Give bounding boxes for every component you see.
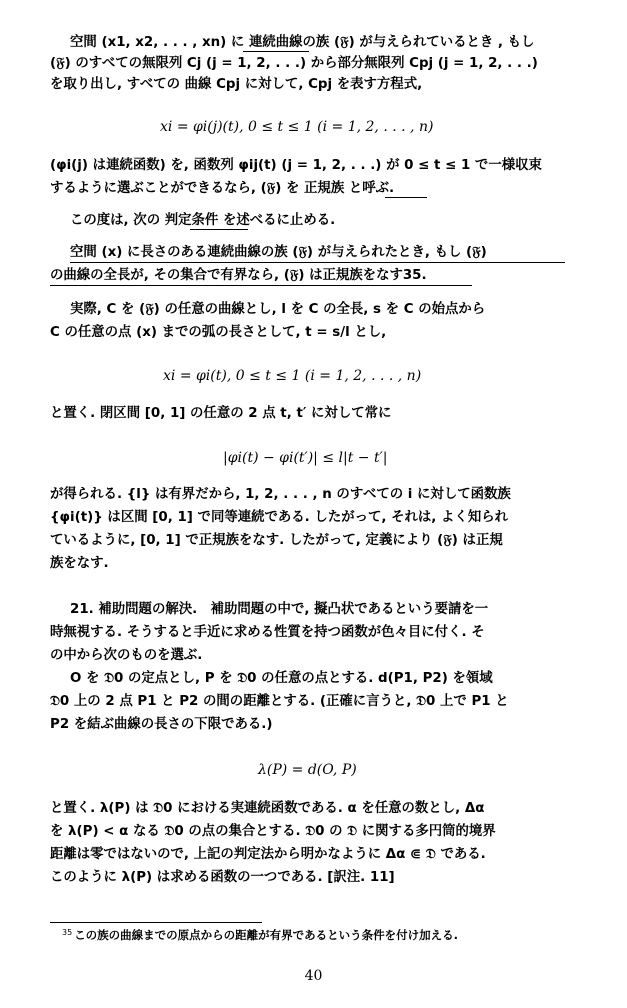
equation-4: λ(P) = d(O, P) bbox=[258, 762, 357, 778]
footnote bbox=[62, 927, 458, 943]
body-line-2: (𝔉) のすべての無限列 Cj (j = 1, 2, . . .) から部分無限列 Cpj (j = 1, 2, . . .) bbox=[50, 56, 538, 71]
footnote-text: この族の曲線までの原点からの距離が有界であるという条件を付け加える. bbox=[74, 928, 459, 942]
body-line-25: このように λ(P) は求める函数の一つである. [訳注. 11] bbox=[50, 870, 395, 885]
equation-3: |φi(t) − φi(t′)| ≤ l|t − t′| bbox=[223, 450, 388, 466]
body-line-11: と置く. 閉区間 [0, 1] の任意の 2 点 t, t′ に対して常に bbox=[50, 406, 392, 421]
body-line-24: 距離は零ではないので, 上記の判定法から明かなように Δα ⋐ 𝔇 である. bbox=[50, 847, 486, 862]
body-line-5: するように選ぶことができるなら, (𝔉) を 正規族 と呼ぶ. bbox=[50, 181, 395, 196]
body-line-19: O を 𝔇0 の定点とし, P を 𝔇0 の任意の点とする. d(P1, P2) を領域 bbox=[70, 671, 493, 686]
body-line-23: を λ(P) < α なる 𝔇0 の点の集合とする. 𝔇0 の 𝔇 に関する多円筒的境界 bbox=[50, 824, 496, 839]
section-heading-line: 21. 補助問題の解決. 補助問題の中で, 擬凸状であるという要請を一 bbox=[70, 602, 489, 617]
underline-criterion bbox=[190, 229, 248, 230]
body-line-18: の中から次のものを選ぶ. bbox=[50, 648, 203, 663]
body-line-4: (φi(j) は連続函数) を, 函数列 φij(t) (j = 1, 2, . . .) が 0 ≤ t ≤ 1 で一様収束 bbox=[50, 158, 542, 173]
body-line-10: C の任意の点 (x) までの弧の長さとして, t = s/l とし, bbox=[50, 325, 387, 340]
body-line-6: この度は, 次の 判定条件 を述べるに止める. bbox=[70, 213, 336, 228]
footnote-rule bbox=[50, 922, 262, 923]
underline-normal-family bbox=[385, 197, 427, 198]
body-line-3: を取り出し, すべての 曲線 Cpj に対して, Cpj を表す方程式, bbox=[50, 77, 423, 92]
page-number: 40 bbox=[304, 968, 323, 984]
theorem-line-1: 空間 (x) に長さのある連続曲線の族 (𝔉) が与えられたとき, もし (𝔉) bbox=[70, 245, 487, 260]
footnote-mark: 35 bbox=[62, 928, 73, 937]
theorem-line-2: の曲線の全長が, その集合で有界なら, (𝔉) は正規族をなす35. bbox=[50, 268, 427, 283]
equation-2: xi = φi(t), 0 ≤ t ≤ 1 (i = 1, 2, . . . , n) bbox=[163, 368, 422, 384]
body-line-14: ているように, [0, 1] で正規族をなす. したがって, 定義により (𝔉) は正規 bbox=[50, 533, 503, 548]
equation-1: xi = φi(j)(t), 0 ≤ t ≤ 1 (i = 1, 2, . . . , n) bbox=[160, 119, 434, 135]
body-line-21: P2 を結ぶ曲線の長さの下限である.) bbox=[50, 717, 273, 732]
body-line-13: {φi(t)} は区間 [0, 1] で同等連続である. したがって, それは, よく知られ bbox=[50, 510, 508, 525]
body-line-9: 実際, C を (𝔉) の任意の曲線とし, l を C の全長, s を C の始点から bbox=[70, 302, 486, 317]
underline-continuous-curve bbox=[243, 51, 309, 52]
body-line-12: が得られる. {l} は有界だから, 1, 2, . . . , n のすべての i に対して函数族 bbox=[50, 487, 511, 502]
body-line-22: と置く. λ(P) は 𝔇0 における実連続函数である. α を任意の数とし, Δα bbox=[50, 801, 485, 816]
underline-theorem-2 bbox=[50, 285, 472, 286]
body-line-20: 𝔇0 上の 2 点 P1 と P2 の間の距離とする. (正確に言うと, 𝔇0 上で P1 と bbox=[50, 694, 509, 709]
body-line-17: 時無視する. そうすると手近に求める性質を持つ函数が色々目に付く. そ bbox=[50, 625, 485, 640]
body-line-1: 空間 (x1, x2, . . . , xn) に 連続曲線の族 (𝔉) が与えられているとき , もし bbox=[70, 35, 535, 50]
body-line-15: 族をなす. bbox=[50, 556, 109, 571]
underline-theorem-1 bbox=[70, 262, 565, 263]
